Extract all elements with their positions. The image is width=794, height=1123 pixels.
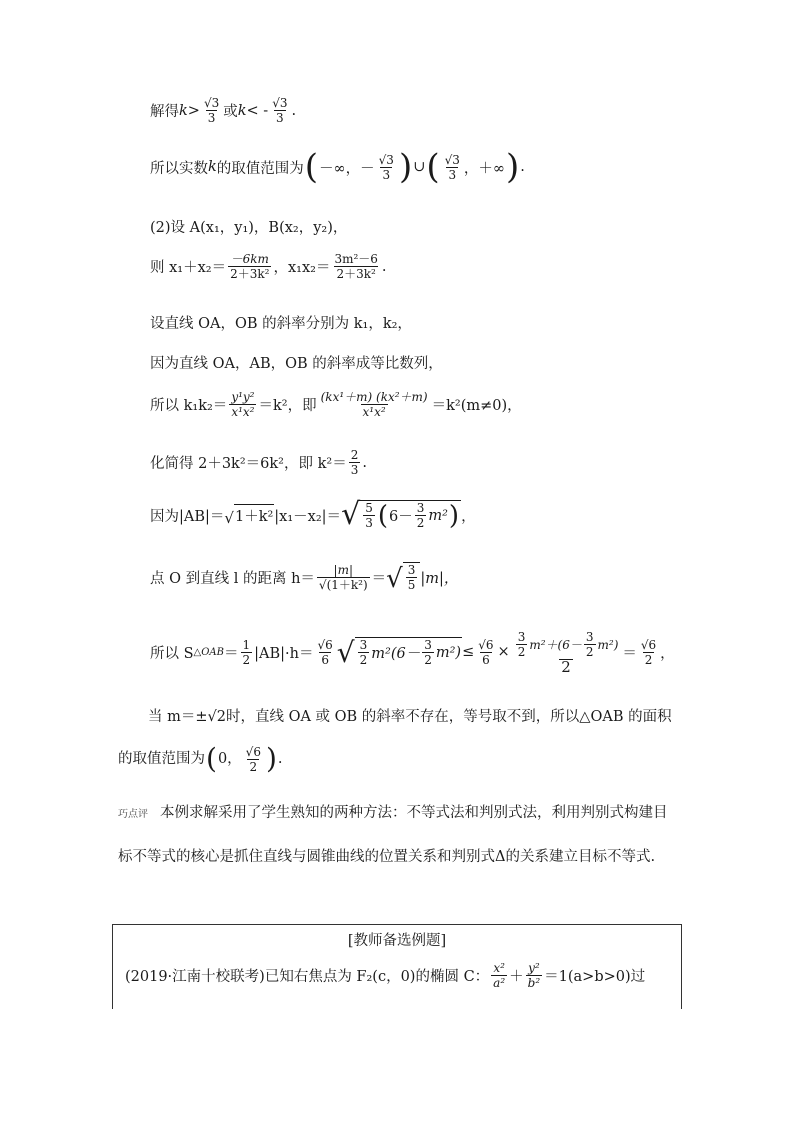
box-question: (2019·江南十校联考)已知右焦点为 F₂(c，0)的椭圆 C： $\frac{\text{x²}}{\text{a²}}$ ＋ $\frac{\text{y²}}{\text{b²}}$ ＝1(a>b>0)过 <box>125 961 646 990</box>
box-title: [教师备选例题] <box>347 933 447 949</box>
solution-line-2: 所以实数 k 的取值范围为 ( －∞，－ $\frac{√3}{3}$ ) ∪ ( $\frac{√3}{3}$ ，＋∞ ) . <box>150 147 525 187</box>
comment-badge: 巧点评 <box>118 809 148 820</box>
comment-paragraph: 巧点评 本例求解采用了学生熟知的两种方法：不等式法和判别式法，利用判别式构建目标不等式的核心是抓住直线与圆锥曲线的位置关系和判别式Δ的关系建立目标不等式. <box>118 792 678 878</box>
solution-line-6: 因为直线 OA，AB，OB 的斜率成等比数列， <box>150 356 443 372</box>
solution-line-11: 所以 S △OAB ＝ $\frac{1}{2}$ |AB|·h＝ $\frac{√6}{6}$ √ $\frac{3}{2}$ m²(6－ $\frac{3}{2}$ m²) ≤ $\frac{√6}{6}$ × $\frac{3}{2}$ m²＋(6－ $\frac{3}{2}$ m²) 2 ＝ $\frac{√6}{2}$ ， <box>150 630 675 676</box>
solution-line-10: 点 O 到直线 l 的距离 h＝ $\frac{|m|}{\text{√(1＋k²)}}$ ＝ √ $\frac{3}{5}$ |m|， <box>150 562 459 594</box>
conclusion-paragraph: 当 m＝±√2时，直线 OA 或 OB 的斜率不存在，等号取不到，所以△OAB 的面积的取值范围为(0， $\frac{√6}{2}$ ). <box>118 709 672 775</box>
solution-line-7: 所以 k₁k₂＝ $\frac{\text{y¹y²}}{\text{x¹x²}}$ ＝k²，即 $\frac{\text{(kx¹＋m) (kx²＋m)}}{\text{x¹x²}}$ ＝k²(m≠0)， <box>150 390 522 419</box>
solution-line-5: 设直线 OA，OB 的斜率分别为 k₁，k₂， <box>150 316 412 332</box>
solution-line-3: (2)设 A(x₁，y₁)，B(x₂，y₂)， <box>150 220 348 236</box>
solution-line-8: 化简得 2＋3k²＝6k²，即 k²＝ $\frac{2}{3}$ . <box>150 448 367 477</box>
teacher-example-box <box>112 924 682 1009</box>
solution-line-4: 则 x₁＋x₂＝ $\frac{-6km}{\text{2＋3k²}}$ ，x₁x₂＝ $\frac{\text{3m²－6}}{\text{2＋3k²}}$ . <box>150 252 387 281</box>
solution-line-1: 解得 k > $\frac{√3}{3}$ 或 k < - $\frac{√3}{3}$ . <box>150 96 297 125</box>
solution-line-9: 因为|AB|＝ √ 1＋k² |x₁－x₂|＝ √ $\frac{5}{3}$ ( 6－ $\frac{3}{2}$ m² ) ， <box>150 497 476 532</box>
